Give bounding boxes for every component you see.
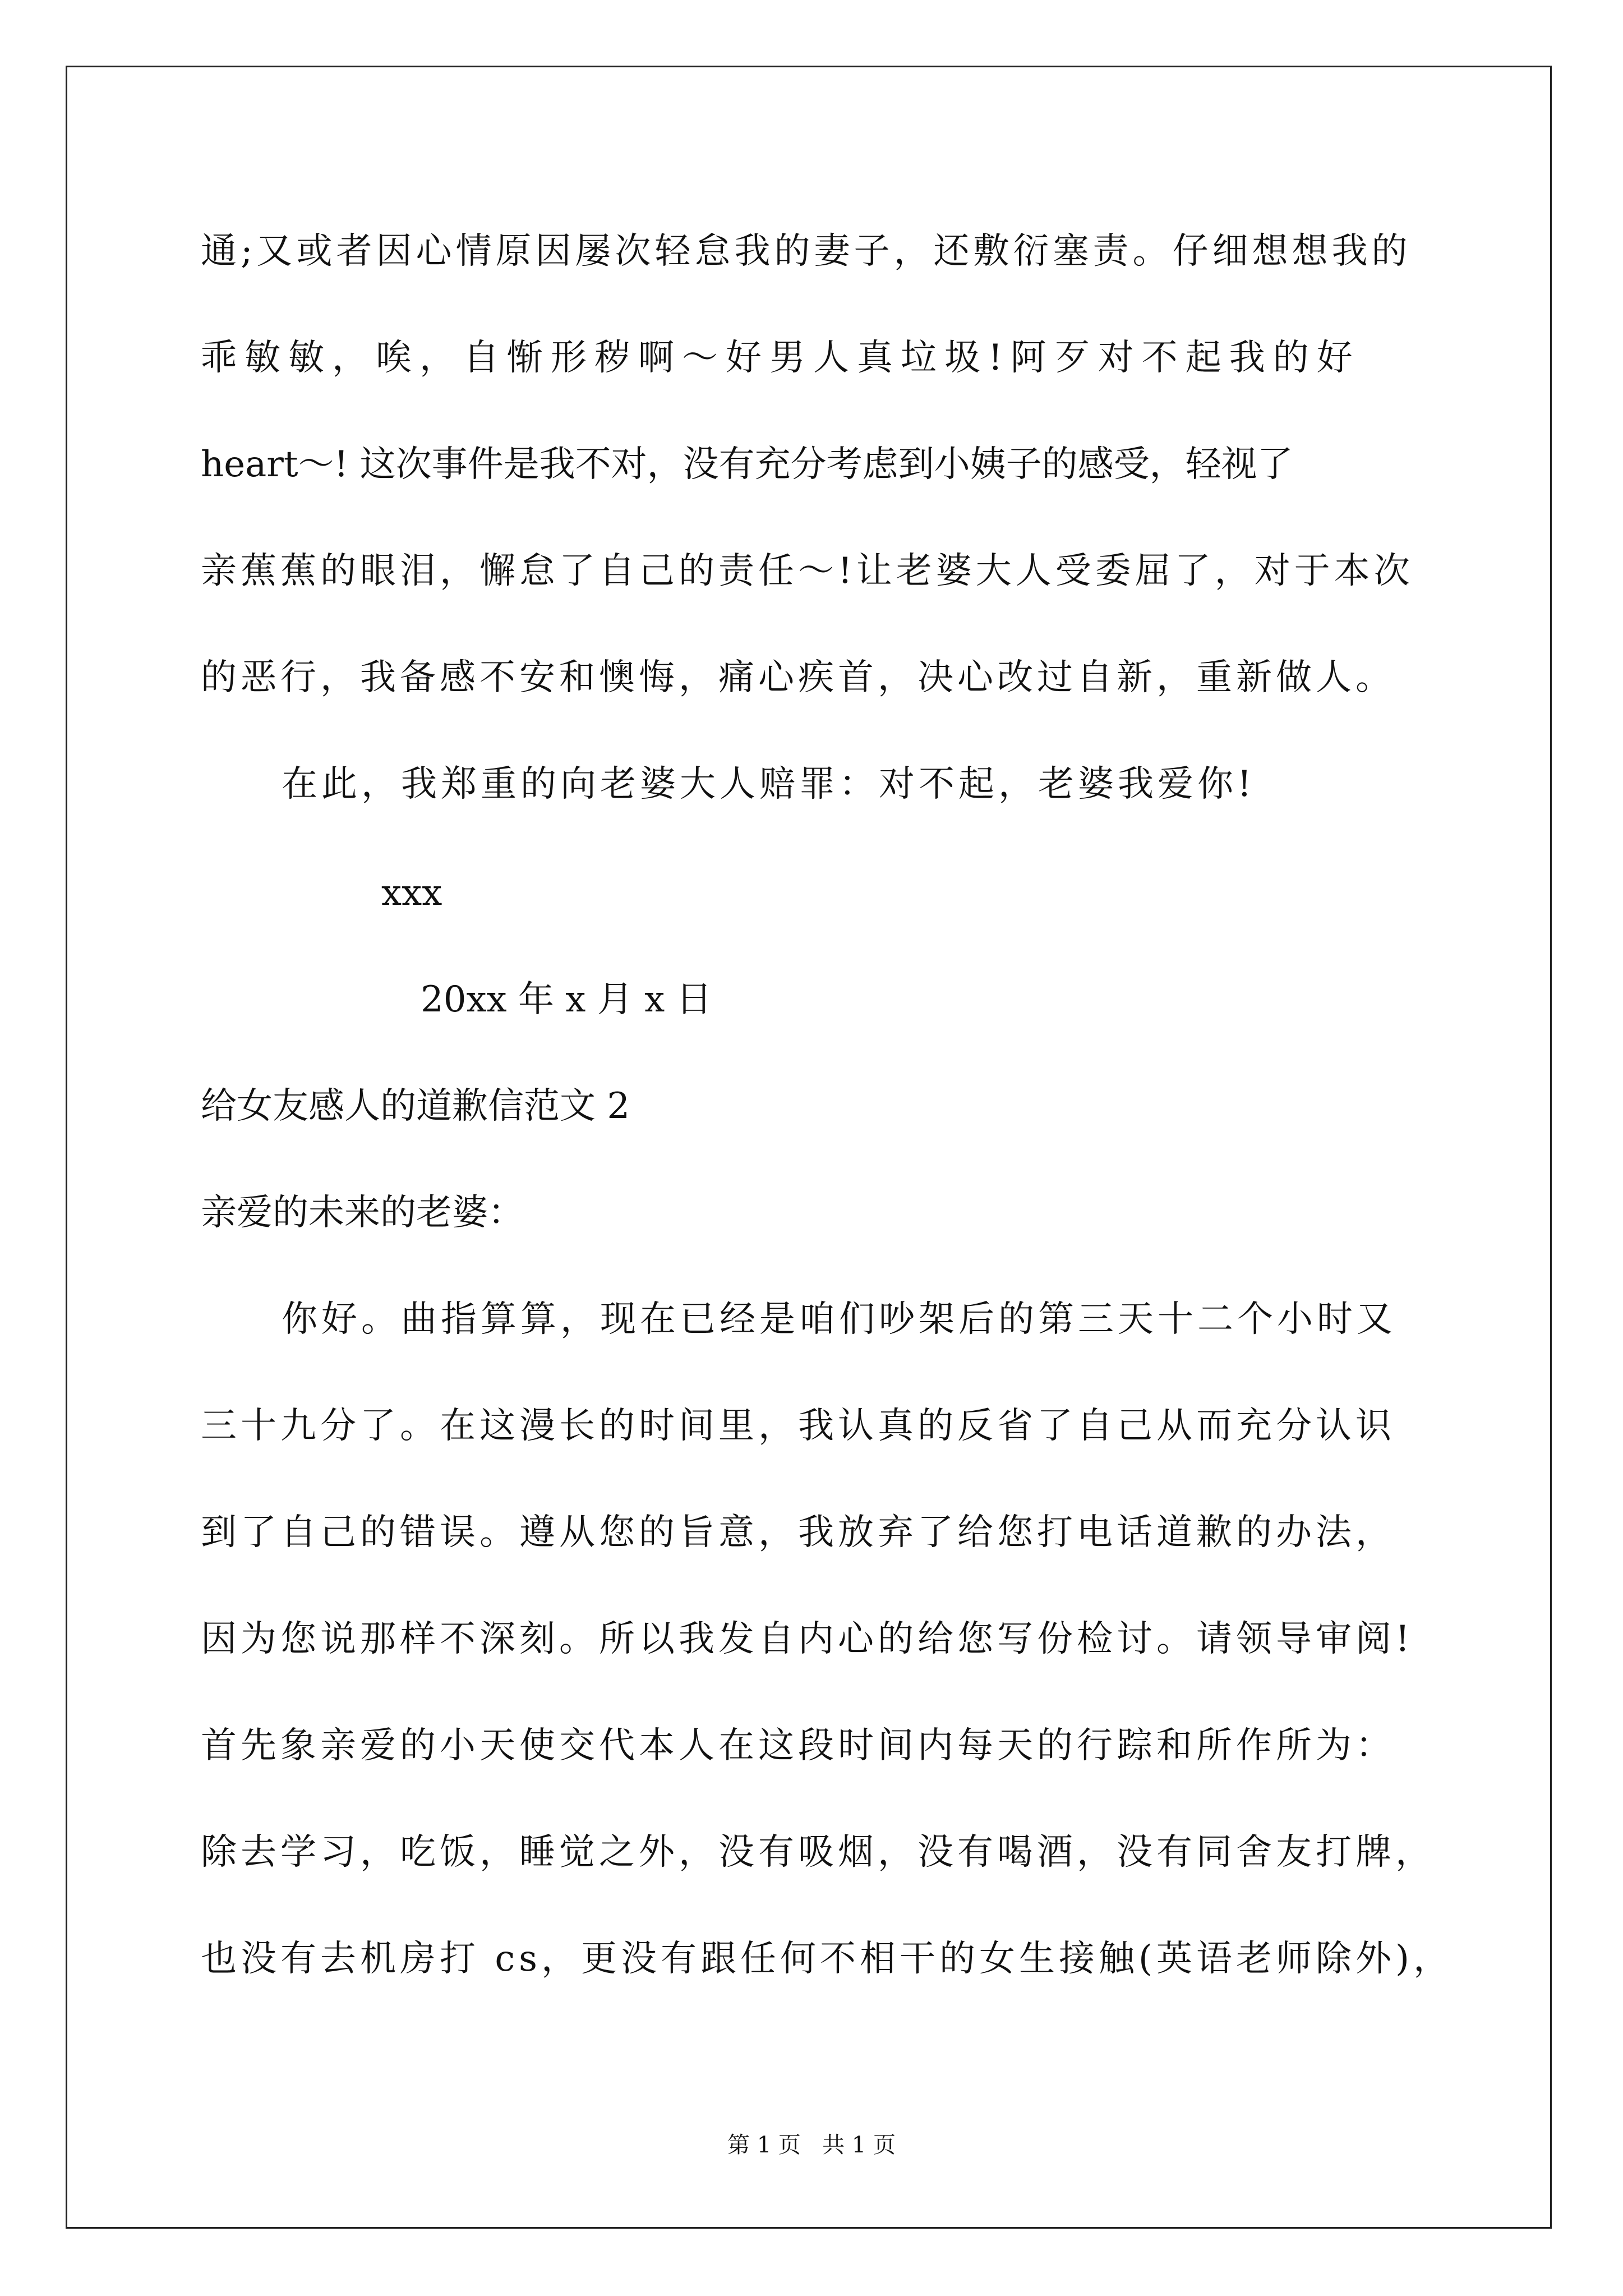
page-number-footer: 第 1 页 共 1 页	[727, 2132, 896, 2158]
body-line-4: 亲蕉蕉的眼泪，懈怠了自己的责任～!让老婆大人受委屈了，对于本次	[201, 550, 1414, 592]
body-line-10: 首先象亲爱的小天使交代本人在这段时间内每天的行踪和所作所为：	[201, 1725, 1395, 1766]
signature: xxx	[381, 872, 442, 914]
body-line-11: 除去学习，吃饭，睡觉之外，没有吸烟，没有喝酒，没有同舍友打牌，	[201, 1832, 1435, 1873]
body-line-3: heart～! 这次事件是我不对，没有充分考虑到小姨子的感受，轻视了	[201, 444, 1293, 485]
body-line-6: 你好。曲指算算，现在已经是咱们吵架后的第三天十二个小时又	[282, 1299, 1396, 1340]
body-line-1: 通;又或者因心情原因屡次轻怠我的妻子，还敷衍塞责。仔细想想我的	[201, 231, 1412, 272]
body-line-7: 三十九分了。在这漫长的时间里，我认真的反省了自己从而充分认识	[201, 1405, 1395, 1447]
body-line-2: 乖敏敏，唉，自惭形秽啊～好男人真垃圾!阿歹对不起我的好	[201, 337, 1361, 379]
salutation: 亲爱的未来的老婆：	[201, 1192, 524, 1234]
body-line-12: 也没有去机房打 cs，更没有跟任何不相干的女生接触(英语老师除外)，	[201, 1938, 1453, 1980]
date-line: 20xx 年 x 月 x 日	[421, 979, 712, 1020]
body-line-5: 的恶行，我备感不安和懊悔，痛心疾首，决心改过自新，重新做人。	[201, 657, 1395, 698]
section-heading: 给女友感人的道歉信范文 2	[201, 1085, 630, 1127]
body-line-9: 因为您说那样不深刻。所以我发自内心的给您写份检讨。请领导审阅!	[201, 1618, 1414, 1660]
body-line-8: 到了自己的错误。遵从您的旨意，我放弃了给您打电话道歉的办法，	[201, 1512, 1395, 1553]
closing-line: 在此，我郑重的向老婆大人赔罪：对不起，老婆我爱你!	[282, 763, 1256, 805]
page-border	[66, 66, 1552, 2229]
